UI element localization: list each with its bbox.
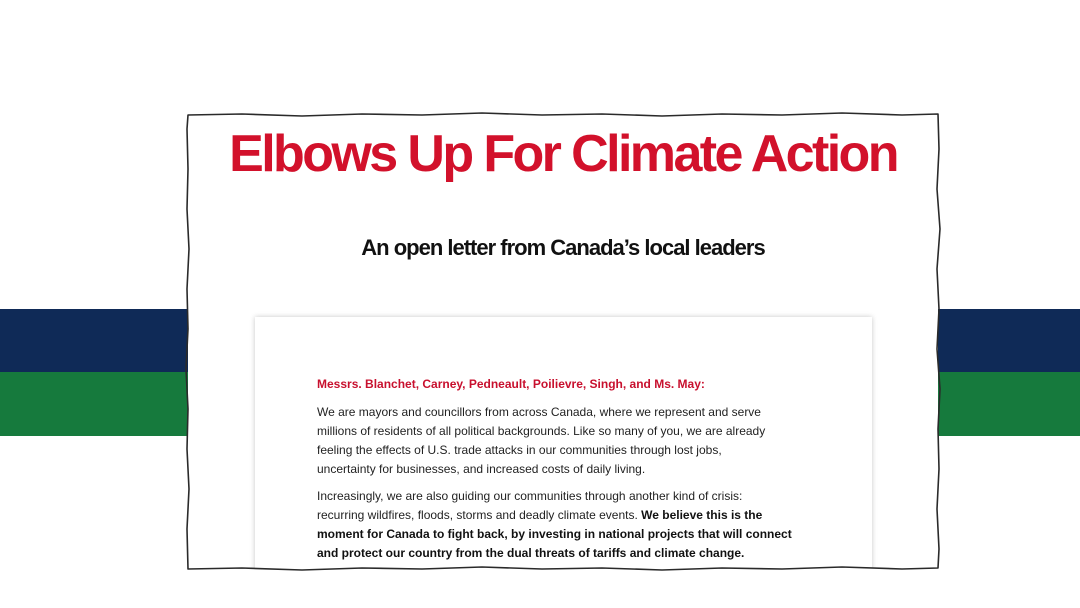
letter-salutation: Messrs. Blanchet, Carney, Pedneault, Poilievre, Singh, and Ms. May: — [317, 377, 705, 391]
subheadline: An open letter from Canada’s local leaders — [361, 235, 765, 260]
letter-paragraph-1 — [317, 403, 837, 479]
paragraph-1-line: uncertainty for businesses, and increased costs of daily living. — [317, 462, 646, 476]
paragraph-2-regular-text: recurring wildfires, floods, storms and deadly climate events. — [317, 508, 642, 522]
letter-paragraph-2 — [317, 487, 837, 563]
letter-card — [255, 317, 872, 568]
headline: Elbows Up For Climate Action — [229, 125, 897, 183]
newspaper-clipping — [188, 115, 938, 568]
paragraph-2-line — [317, 506, 837, 525]
paragraph-2-bold-text: and protect our country from the dual threats of tariffs and climate change. — [317, 546, 745, 560]
paragraph-2-line — [317, 525, 837, 544]
paragraph-1-line: feeling the effects of U.S. trade attacks in our communities through lost jobs, — [317, 443, 722, 457]
paragraph-2-line — [317, 544, 837, 563]
paragraph-1-line: millions of residents of all political backgrounds. Like so many of you, we are already — [317, 424, 766, 438]
paragraph-2-bold-text: moment for Canada to fight back, by investing in national projects that will connect — [317, 527, 792, 541]
paragraph-1-line: We are mayors and councillors from across Canada, where we represent and serve — [317, 405, 761, 419]
paragraph-2-line: Increasingly, we are also guiding our communities through another kind of crisis: — [317, 489, 743, 503]
paragraph-2-bold-text: We believe this is the — [641, 508, 763, 522]
